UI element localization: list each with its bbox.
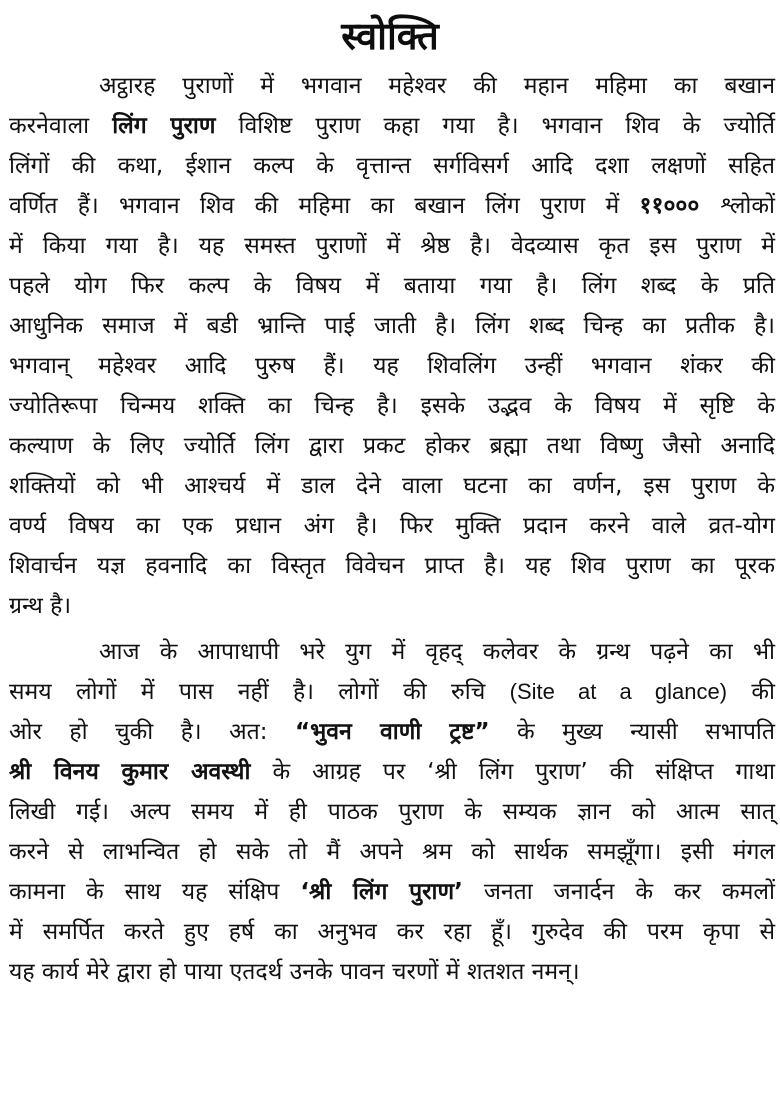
- text-line: कामना के साथ यह संक्षिप ‘श्री लिंग पुराण’ जनता जनार्दन के कर कमलों: [9, 879, 775, 905]
- text-line: करनेवाला लिंग पुराण विशिष्ट पुराण कहा गया है। भगवान शिव के ज्योर्ति: [9, 113, 775, 139]
- text-line: आज के आपाधापी भरे युग में वृहद् कलेवर के ग्रन्थ पढ़ने का भी: [99, 639, 775, 665]
- bold-number-shlokas: ११०००: [639, 193, 721, 219]
- text-line: शक्तियों को भी आश्चर्य में डाल देने वाला घटना का वर्णन, इस पुराण के: [9, 473, 775, 499]
- text-line: करने से लाभन्वित हो सके तो मैं अपने श्रम को सार्थक समझूँगा। इसी मंगल: [9, 839, 775, 865]
- english-phrase: (Site at a glance): [509, 679, 728, 704]
- page-title: स्वोक्ति: [341, 14, 439, 58]
- text-line: आधुनिक समाज में बडी भ्रान्ति पाई जाती है। लिंग शब्द चिन्ह का प्रतीक है।: [9, 313, 775, 339]
- bold-person-name: श्री विनय कुमार अवस्थी: [9, 759, 251, 785]
- text-line: यह कार्य मेरे द्वारा हो पाया एतदर्थ उनके पावन चरणों में शतशत नमन्।: [9, 959, 580, 985]
- bold-trust-name: “भुवन वाणी ट्रष्ट”: [294, 719, 490, 745]
- bold-term-ling-puran: लिंग पुराण: [112, 113, 216, 139]
- text-line: ज्योतिरूपा चिन्मय शक्ति का चिन्ह है। इसके उद्भव के विषय में सृष्टि के: [9, 393, 775, 419]
- page-body: [9, 66, 775, 992]
- text-line: अट्ठारह पुराणों में भगवान महेश्वर की महान महिमा का बखान: [99, 73, 775, 99]
- text-line: में समर्पित करते हुए हर्ष का अनुभव कर रहा हूँ। गुरुदेव की परम कृपा से: [9, 919, 775, 945]
- paragraph-1: [9, 66, 775, 626]
- bold-book-title: ‘श्री लिंग पुराण’: [300, 879, 463, 905]
- text-line: भगवान् महेश्वर आदि पुरुष हैं। यह शिवलिंग उन्हीं भगवान शंकर की: [9, 353, 775, 379]
- paragraph-2: [9, 632, 775, 992]
- text-line: श्री विनय कुमार अवस्थी के आग्रह पर ‘श्री लिंग पुराण’ की संक्षिप्त गाथा: [9, 759, 775, 785]
- text-line: शिवार्चन यज्ञ हवनादि का विस्तृत विवेचन प्राप्त है। यह शिव पुराण का पूरक: [9, 553, 775, 579]
- text-line: में किया गया है। यह समस्त पुराणों में श्रेष्ठ है। वेदव्यास कृत इस पुराण में: [9, 233, 775, 259]
- text-line: पहले योग फिर कल्प के विषय में बताया गया है। लिंग शब्द के प्रति: [9, 273, 775, 299]
- text-line: समय लोगों में पास नहीं है। लोगों की रुचि (Site at a glance) की: [9, 679, 775, 705]
- text-line: वर्णित हैं। भगवान शिव की महिमा का बखान लिंग पुराण में ११००० श्लोकों: [9, 193, 775, 219]
- text-line: लिखी गई। अल्प समय में ही पाठक पुराण के सम्यक ज्ञान को आत्म सात्: [9, 799, 775, 825]
- text-line: लिंगों की कथा, ईशान कल्प के वृत्तान्त सर्गविसर्ग आदि दशा लक्षणों सहित: [9, 153, 775, 179]
- text-line: कल्याण के लिए ज्योर्ति लिंग द्वारा प्रकट होकर ब्रह्मा तथा विष्णु जैसो अनादि: [9, 433, 775, 459]
- text-line: वर्ण्य विषय का एक प्रधान अंग है। फिर मुक्ति प्रदान करने वाले व्रत-योग: [9, 513, 775, 539]
- text-line: ओर हो चुकी है। अत: “भुवन वाणी ट्रष्ट” के मुख्य न्यासी सभापति: [9, 719, 775, 745]
- text-line: ग्रन्थ है।: [9, 593, 72, 619]
